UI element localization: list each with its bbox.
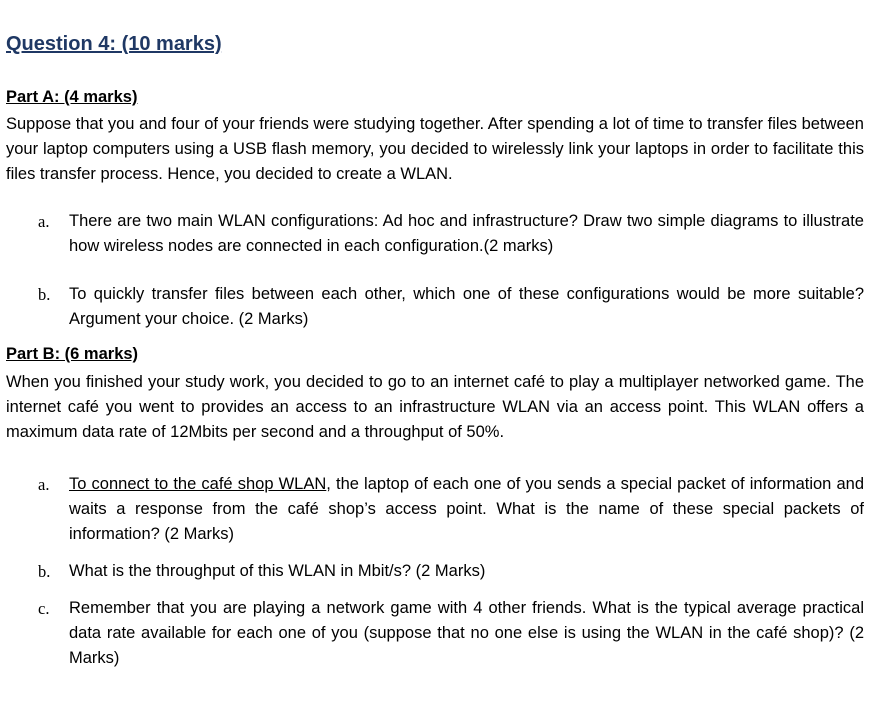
part-b-item-c [38,596,864,671]
part-b-intro: When you finished your study work, you decided to go to an internet café to play a multiplayer networked game. The internet café you went to provides an access to an infrastructure WLAN via an access point. This WLAN offers a maximum data rate of 12Mbits per second and a throughput of 50%. [6,373,864,441]
part-a-heading: Part A: (4 marks) [6,88,138,106]
underlined-phrase: To connect to the café shop WLAN [69,475,327,493]
part-b-item-b [38,559,864,584]
question-title: Question 4: (10 marks) [6,33,222,55]
item-letter: b. [38,285,51,304]
item-letter: a. [38,212,50,231]
item-text [69,472,864,547]
part-b-item-a [38,472,864,547]
item-text: Remember that you are playing a network game with 4 other friends. What is the typical average practical data rate available for each one of you (suppose that no one else is using the WLAN in the café shop)? (2 Marks) [69,599,864,667]
item-letter: c. [38,599,50,618]
part-a-intro: Suppose that you and four of your friends were studying together. After spending a lot of time to transfer files between your laptop computers using a USB flash memory, you decided to wirelessly link your laptops in order to facilitate this files transfer process. Hence, you decided to create a WLAN. [6,115,864,183]
part-a-item-a [38,209,864,259]
item-text: There are two main WLAN configurations: Ad hoc and infrastructure? Draw two simple diagrams to illustrate how wireless nodes are connected in each configuration.(2 marks) [69,212,864,255]
item-text-rest: , the laptop of each one of you sends a special packet of information and waits a response from the café shop’s access point. What is the name of these special packets of information? (2 Marks) [69,475,865,543]
item-letter: a. [38,475,50,494]
item-text: To quickly transfer files between each other, which one of these configurations would be more suitable? Argument your choice. (2 Marks) [69,285,864,328]
part-a-item-b [38,282,864,332]
item-text: What is the throughput of this WLAN in Mbit/s? (2 Marks) [69,562,486,580]
part-b-heading: Part B: (6 marks) [6,345,139,363]
item-letter: b. [38,562,51,581]
